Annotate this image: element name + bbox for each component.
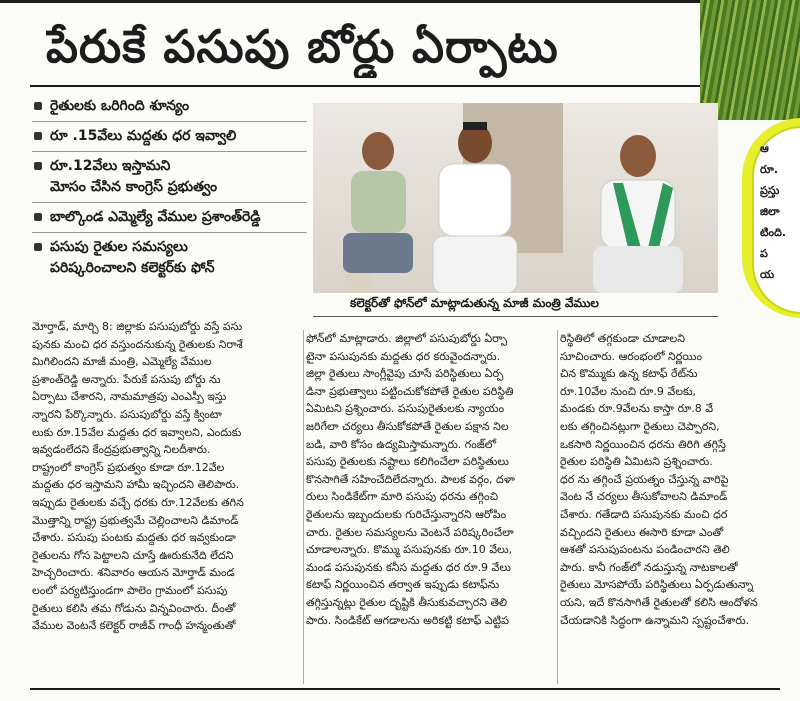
article-line: పసుపు రైతులకు నష్టాలు కలిగించేలా పరిస్థితులు [306,455,509,469]
article-line: రైతులను గోస పెట్టాలని చూస్తే ఊరుకునేది లేదని [32,548,234,562]
article-line: మోర్తాడ్, మార్చి 8: జిల్లాకు పసుపుబోర్డు వస్తే పసు [32,320,243,333]
article-line: కటాఫ్ నిర్ణయించిన తర్వాత ఇప్పుడు కటాఫ్‌ను [306,578,500,592]
bullet-separator [32,151,307,152]
article-line: ఏమిటని ప్రశ్నించారు. పసుపురైతులకు న్యాయం [306,402,505,416]
side-box-line: ఆ [760,142,769,155]
article-line: ధర ను తగ్గించే ప్రయత్నం చేస్తున్న వారిపై [560,472,729,486]
bullet-text: రూ.12వేలు ఇస్తామని [50,158,171,174]
top-rule [0,0,800,3]
article-line: న్నారని పేర్కొన్నారు. పసుపుబోర్డు వస్తే క్వింటా [32,407,222,421]
bullet-text: బాల్కొండ ఎమ్మెల్యే వేముల ప్రశాంత్‌రెడ్డి [50,209,261,225]
article-line: ఆశతో పసుపుపంటను పండించారని తెలి [560,543,730,557]
article-line: జరిగేలా చర్యలు తీసుకోకపోతే రైతుల పక్షాన నిల [306,419,509,433]
article-column-1 [32,318,300,635]
column-divider [303,330,304,684]
person-center-figure [425,118,525,293]
side-box-line: రూ. [760,163,779,176]
article-line: టైనా పసుపునకు మద్దతు ధర కరువైందన్నారు. [306,349,501,363]
article-line: మిగిలిందని మాజీ మంత్రి, ఎమ్మెల్యే వేముల [32,355,212,369]
article-line: రిస్థితిలో తగ్గకుండా చూడాలని [560,332,685,345]
news-photo [313,103,718,293]
article-line: హెచ్చరించారు. శనివారం ఆయన మోర్తాడ్ మండ [32,566,235,580]
article-line: ఇవ్వడంలేదని కేంద్రప్రభుత్వాన్ని నిలదీశారు. [32,443,211,457]
article-line: రైతులను ఇబ్బందులకు గురిచేస్తున్నారని ఆరోపిం [306,507,507,521]
article-line: ప్రశాంత్‌రెడ్డి అన్నారు. పేరుకే పసుపు బోర్డు ను [32,372,221,386]
article-line: యని, ఇదే కొనసాగితే రైతులతో కలిసి ఆందోళన [560,595,758,609]
caption-rule [313,316,718,317]
bullet-point [32,96,307,117]
article-line: వేముల వెంటనే కలెక్టర్ రాజీవ్ గాంధీ హన్మంతుతో [32,619,236,633]
bullet-text: పసుపు రైతుల సమస్యలు [50,239,188,255]
bullet-separator [32,202,307,203]
bottom-rule [30,688,780,690]
article-line: రైతులు కలిసి తమ గోడును విన్నవించారు. దీంతో [32,601,236,615]
bullet-point [32,237,307,279]
article-line: పునకు మంచి ధర వస్తుందనుకున్న రైతులకు నిరాశే [32,337,243,351]
article-line: ఇప్పుడు రైతులకు వచ్చే ధరకు రూ.12వేలకు తగిన [32,495,244,509]
bullet-list [32,96,307,283]
article-line: ఒకసారి నిర్ణయించిన ధరను తిరిగి తగ్గిస్తే [560,437,726,451]
article-line: లంలో పర్యటిస్తుండగా పాలెం గ్రామంలో పసుపు [32,583,228,597]
bullet-text: రూ .15వేలు మద్దతు ధర ఇవ్వాలి [50,128,237,144]
side-box-line: ప [760,247,768,260]
article-line: రాష్ట్రంలో కాంగ్రెస్ ప్రభుత్వం కూడా రూ.12వేల [32,460,225,474]
article-line: చేశారు. పసుపు పంటకు మద్దతు ధర ఇవ్వకుండా [32,531,236,545]
article-line: మండకు రూ.9వేలను కాస్తా రూ.8 వే [560,402,714,416]
article-line: వెంట నే చర్యలు తీసుకోవాలని డిమాండ్ [560,490,728,504]
article-line: రూ.10వేల నుంచి రూ.9 వేలకు, [560,384,697,398]
headline: పేరుకే పసుపు బోర్డు ఏర్పాటు [46,20,559,73]
bullet-text: మోసం చేసిన కాంగ్రెస్ ప్రభుత్వం [50,179,218,195]
article-line: మద్దతు ధర ఇస్తామని హామీ ఇచ్చిందని తెలిపారు. [32,478,240,492]
article-column-2 [306,330,554,629]
bullet-point [32,126,307,147]
article-line: లకు తగ్గించినట్లుగా రైతులు చెప్పారని, [560,419,720,433]
side-box-line: ప్రస్తు [760,184,780,197]
side-box-line: య [760,268,775,281]
article-line: కొనసాగితే సహించేదిలేదన్నారు. పాలక వర్గం, దళా [306,472,515,486]
article-line: మండ పసుపునకు కనీస మద్దతు ధర రూ.9 వేలు [306,560,511,574]
article-line: చూడాలన్నారు. కొమ్ము పసుపునకు రూ.10 వేలు, [306,543,513,557]
bullet-text: రైతులకు ఒరిగింది శూన్యం [50,98,190,114]
article-line: చేయడానికి సిద్ధంగా ఉన్నామని స్పష్టంచేశారు. [560,613,750,627]
side-box-text [760,138,800,285]
side-box-line: టింది. [760,226,787,239]
bullet-separator [32,232,307,233]
person-left-figure [333,123,418,293]
bullet-point [32,156,307,198]
grass-photo [700,0,800,120]
article-line: వచ్చిందని రైతులు ఈసారి కూడా ఎంతో [560,525,724,539]
headline-rule [30,85,700,87]
person-right-figure [583,128,693,293]
side-box-line: జిలా [760,205,780,218]
next-article-strip [30,692,780,701]
article-line: మొత్తాన్ని రాష్ట్ర ప్రభుత్వమే చెల్లించాలని డిమాండ్ [32,513,239,527]
article-line: పారు. కానీ గంజ్‌లో నడుస్తున్న నాటకాలతో [560,560,738,574]
article-line: బడి, వారి కోసం ఉద్యమిస్తామన్నారు. గంజ్‌లో [306,437,497,451]
photo-caption: కలెక్టర్‌తో ఫోన్‌లో మాట్లాడుతున్న మాజీ మంత్రి వేముల [350,296,599,310]
article-line: తగ్గిస్తున్నట్లు రైతుల దృష్టికి తీసుకువచ్చారని తెలి [306,595,508,609]
article-line: చారు. రైతుల సమస్యలను వెంటనే పరిష్కరించేలా [306,525,514,539]
article-line: పారు. సిండికేట్ ఆగడాలను అరికట్టి కటాఫ్ ఎట్టిప [306,613,509,627]
article-line: ఏర్పాటు చేశారని, నామమాత్రపు ఎంఎస్పీ ఇస్తు [32,390,227,404]
bullet-separator [32,121,307,122]
article-line: చేశారు. గతేడాది పసుపునకు మంచి ధర [560,507,728,521]
bullet-point [32,207,307,228]
article-line: జిల్లా రైతులు సాంగ్లీవైపు చూసే పరిస్థితులు ఏర్ప [306,367,504,381]
column-divider [557,330,558,684]
article-line: డినా ప్రభుత్వాలు పట్టించుకోకపోతే రైతుల పరిస్థితి [306,384,514,398]
bullet-text: పరిష్కరించాలని కలెక్టర్‌కు ఫోన్ [50,260,215,276]
article-line: సూచించారు. ఆరంభంలో నిర్ణయిం [560,349,703,363]
article-line: చిన కొమ్ముకు ఉన్న కటాఫ్ రేట్‌ను [560,367,698,381]
article-line: రులు సిండికేట్‌గా మారి పసుపు ధరను తగ్గించి [306,490,499,504]
article-line: లుకు రూ.15వేల మద్దతు ధర ఇవ్వాలని, ఎందుకు [32,425,242,439]
article-line: ఫోన్‌లో మాట్లాడారు. జిల్లాలో పసుపుబోర్డు ఏర్పా [306,332,508,345]
article-column-3 [560,330,775,629]
article-line: రైతుల పరిస్థితి ఏమిటని ప్రశ్నించారు. [560,455,713,469]
article-line: రైతులు మోసపోయే పరిస్థితులు ఏర్పడుతున్నా [560,578,754,592]
